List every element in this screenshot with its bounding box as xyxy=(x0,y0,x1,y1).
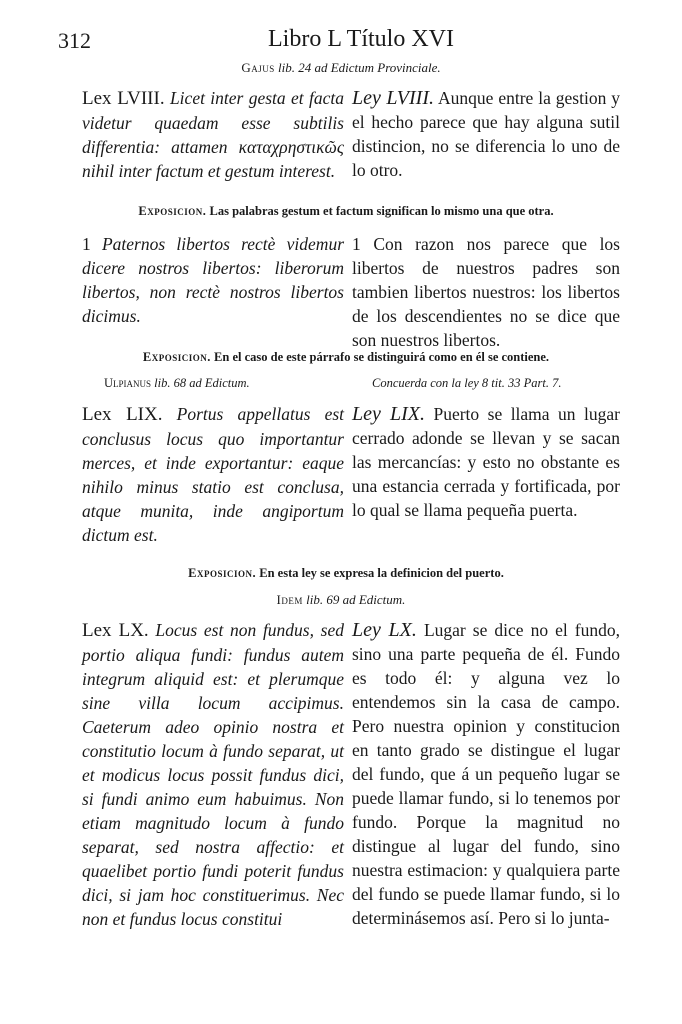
source-reference: lib. 68 ad Edictum. xyxy=(154,376,250,390)
concordance-note: Concuerda con la ley 8 tit. 33 Part. 7. xyxy=(372,376,562,390)
spanish-text-ley-58 xyxy=(352,86,620,182)
source-reference: lib. 69 ad Edictum. xyxy=(306,592,406,607)
latin-text-lex-59 xyxy=(82,402,344,547)
lex-heading: Lex LX. xyxy=(82,620,149,641)
exposicion-text: Las palabras gestum et factum significan lo mismo una que otra. xyxy=(209,204,554,218)
paragraph-number: 1 xyxy=(82,234,91,254)
lex-heading: Lex LIX. xyxy=(82,404,163,425)
spanish-body: Puerto se llama un lugar cerrado adonde se llevan y se sacan las mercancías: y esto no obstante es una estancia cerrada y fortificada, por lo qual se llama pequeña puerta. xyxy=(352,404,620,520)
latin-body: Paternos libertos rectè videmur dicere nostros libertos: liberorum libertos, non rectè nostros libertos dicimus. xyxy=(82,234,344,326)
ley-heading: Ley LX. xyxy=(352,619,417,641)
source-author: Ulpianus xyxy=(104,376,152,390)
source-reference: lib. 24 ad Edictum Provinciale. xyxy=(277,60,441,75)
exposicion-note xyxy=(60,204,632,219)
source-citation xyxy=(104,376,250,391)
spanish-text-ley-59 xyxy=(352,402,620,522)
latin-body: Portus appellatus est conclusus locus quo importantur merces, et inde exportantur: eaque nihilo minus statio est conclusa, atque munita, inde angiportum dictum est. xyxy=(82,404,345,545)
exposicion-label: Exposicion. xyxy=(142,350,211,364)
latin-text-paragraph-1 xyxy=(82,232,344,328)
source-author: Idem xyxy=(276,592,303,607)
ley-heading: Ley LVIII. xyxy=(352,87,435,109)
spanish-body: Aunque entre la gestion y el hecho parece que hay alguna sutil distincion, no se diferencia lo uno de lo otro. xyxy=(352,88,620,180)
source-citation xyxy=(0,60,682,76)
spanish-body: Lugar se dice no el fundo, sino una parte pequeña de él. Fundo es todo él: y alguna vez lo entendemos sin la casa de campo. Pero nuestra opinion y constitucion en tanto grado se distingue el lugar del fundo, que á un pequeño lugar se puede llamar fundo, si lo tenemos por fundo. Porque la magnitud no distingue al lugar del fundo, sino nuestra estimacion: y qualquiera parte del fundo se puede llamar fundo, si lo determinásemos así. Pero si lo junta- xyxy=(352,620,621,928)
latin-body: Licet inter gesta et facta videtur quaedam esse subtilis differentia: attamen καταχρηστικῶς nihil inter factum et gestum interest. xyxy=(82,88,344,181)
spanish-text-ley-60 xyxy=(352,618,620,930)
exposicion-text: En esta ley se expresa la definicion del puerto. xyxy=(259,566,504,580)
latin-body: Locus est non fundus, sed portio aliqua fundi: fundus autem integrum aliquid est: et plerumque sine villa locum accipimus. Caeterum adeo opinio nostra et constitutio locum à fundo separat, ut et modicus locus possit fundus dici, si fundi animo eum habuimus. Non etiam magnitudo locum à fundo separat, sed nostra affectio: et quaelibet portio fundi poterit fundus dici, si jam hoc constituerimus. Nec non et fundus locus constitui xyxy=(82,620,344,929)
running-title: Libro L Título XVI xyxy=(268,26,454,52)
paragraph-number: 1 xyxy=(352,234,361,254)
exposicion-label: Exposicion. xyxy=(138,204,207,218)
exposicion-text: En el caso de este párrafo se distinguirá como en él se contiene. xyxy=(214,350,550,364)
latin-text-lex-60 xyxy=(82,618,344,931)
source-author: Gajus xyxy=(241,60,275,75)
exposicion-note xyxy=(60,350,632,365)
exposicion-note xyxy=(60,566,632,581)
page-number: 312 xyxy=(58,28,91,53)
spanish-body: Con razon nos parece que los libertos de nuestros padres son tambien libertos nuestros: los libertos de los descendientes no se dice que son nuestros libertos. xyxy=(352,234,620,350)
ley-heading: Ley LIX. xyxy=(352,403,425,425)
exposicion-label: Exposicion. xyxy=(188,566,257,580)
latin-text-lex-58 xyxy=(82,86,344,183)
source-citation xyxy=(0,592,682,608)
spanish-text-paragraph-1 xyxy=(352,232,620,352)
lex-heading: Lex LVIII. xyxy=(82,88,165,109)
